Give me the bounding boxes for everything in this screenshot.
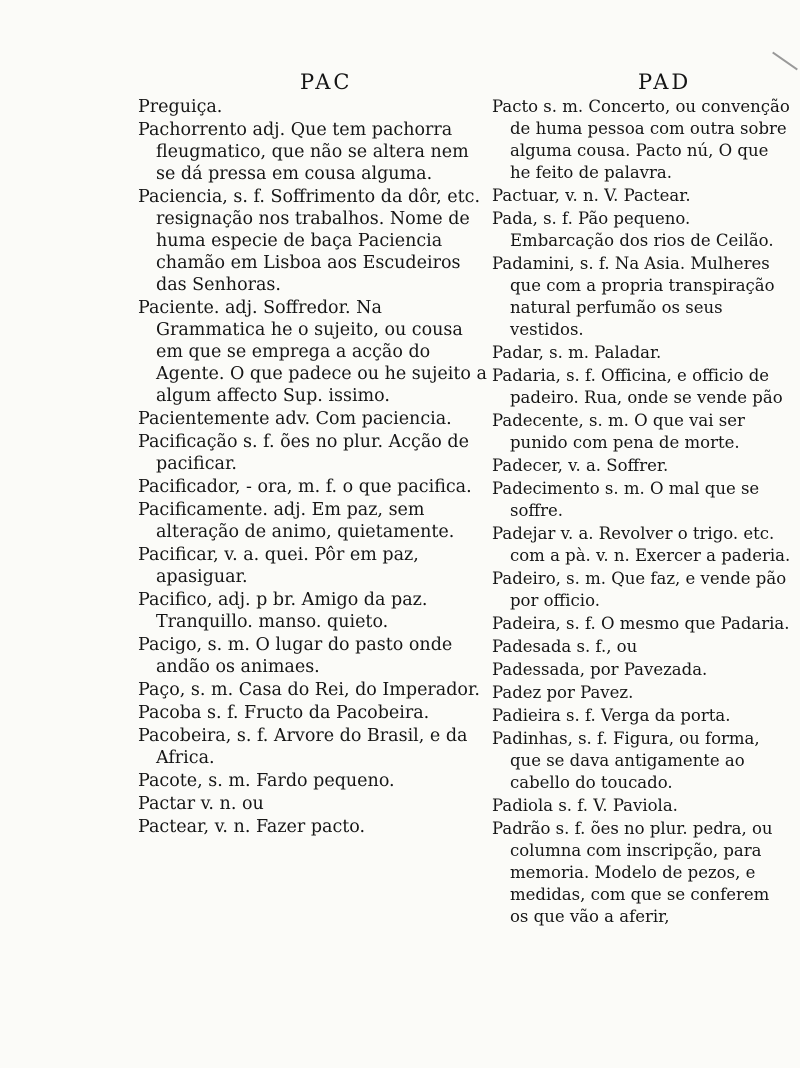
- dictionary-entry: Padessada, por Pavezada.: [492, 660, 708, 679]
- dictionary-entry: Padecimento s. m. O mal que se soffre.: [492, 479, 760, 520]
- dictionary-entry: Pacobeira, s. f. Arvore do Brasil, e da Africa.: [138, 726, 468, 768]
- dictionary-entry: Padar, s. m. Paladar.: [492, 343, 662, 362]
- dictionary-entry: Padeiro, s. m. Que faz, e vende pão por officio.: [492, 569, 787, 610]
- dictionary-entry: Pacificação s. f. ões no plur. Acção de pacificar.: [138, 432, 469, 474]
- dictionary-entry: Padejar v. a. Revolver o trigo. etc. com a pà. v. n. Exercer a paderia.: [492, 524, 791, 565]
- dictionary-entry: Pacificar, v. a. quei. Pôr em paz, apasiguar.: [138, 545, 419, 587]
- dictionary-entry: Padeira, s. f. O mesmo que Padaria.: [492, 614, 790, 633]
- dictionary-entry: Pactuar, v. n. V. Pactear.: [492, 186, 691, 205]
- dictionary-entry: Padaria, s. f. Officina, e officio de padeiro. Rua, onde se vende pão: [492, 366, 783, 407]
- dictionary-entry: Padecente, s. m. O que vai ser punido com pena de morte.: [492, 411, 745, 452]
- dictionary-entry: Pacigo, s. m. O lugar do pasto onde andão os animaes.: [138, 635, 453, 677]
- left-column: [138, 96, 490, 839]
- dictionary-entry: Pactear, v. n. Fazer pacto.: [138, 817, 366, 837]
- dictionary-entry: Pactar v. n. ou: [138, 794, 264, 814]
- left-column-header: PAC: [300, 70, 353, 94]
- dictionary-entry: Pacto s. m. Concerto, ou convenção de huma pessoa com outra sobre alguma cousa. Pacto nú, O que he feito de palavra.: [492, 97, 790, 182]
- dictionary-entry: Paço, s. m. Casa do Rei, do Imperador.: [138, 680, 480, 700]
- dictionary-entry: Pacientemente adv. Com paciencia.: [138, 409, 452, 429]
- dictionary-entry: Padrão s. f. ões no plur. pedra, ou columna com inscripção, para memoria. Modelo de pezos, e medidas, com que se conferem os que vão a aferir,: [492, 819, 773, 926]
- dictionary-entry: Padecer, v. a. Soffrer.: [492, 456, 669, 475]
- dictionary-entry: Pacote, s. m. Fardo pequeno.: [138, 771, 395, 791]
- scan-edge-mark: [772, 52, 798, 71]
- dictionary-entry: Pachorrento adj. Que tem pachorra fleugmatico, que não se altera nem se dá pressa em cousa alguma.: [138, 120, 469, 184]
- dictionary-entry: Paciente. adj. Soffredor. Na Grammatica he o sujeito, ou cousa em que se emprega a acção do Agente. O que padece ou he sujeito a algum affecto Sup. issimo.: [138, 298, 487, 406]
- dictionary-entry: Preguiça.: [138, 97, 223, 117]
- dictionary-entry: Paciencia, s. f. Soffrimento da dôr, etc. resignação nos trabalhos. Nome de huma especie de baça Paciencia chamão em Lisboa aos Escudeiros das Senhoras.: [138, 187, 481, 295]
- dictionary-entry: Padieira s. f. Verga da porta.: [492, 706, 731, 725]
- dictionary-entry: Pada, s. f. Pão pequeno. Embarcação dos rios de Ceilão.: [492, 209, 774, 250]
- dictionary-entry: Pacificamente. adj. Em paz, sem alteração de animo, quietamente.: [138, 500, 455, 542]
- dictionary-entry: Pacificador, - ora, m. f. o que pacifica.: [138, 477, 472, 497]
- dictionary-entry: Pacifico, adj. p br. Amigo da paz. Tranquillo. manso. quieto.: [138, 590, 428, 632]
- dictionary-entry: Padiola s. f. V. Paviola.: [492, 796, 678, 815]
- dictionary-entry: Padesada s. f., ou: [492, 637, 638, 656]
- dictionary-entry: Pacoba s. f. Fructo da Pacobeira.: [138, 703, 430, 723]
- dictionary-entry: Padamini, s. f. Na Asia. Mulheres que com a propria transpiração natural perfumão os seus vestidos.: [492, 254, 775, 339]
- right-column-header: PAD: [638, 70, 692, 94]
- dictionary-entry: Padinhas, s. f. Figura, ou forma, que se dava antigamente ao cabello do toucado.: [492, 729, 760, 792]
- right-column: [492, 96, 792, 929]
- dictionary-entry: Padez por Pavez.: [492, 683, 634, 702]
